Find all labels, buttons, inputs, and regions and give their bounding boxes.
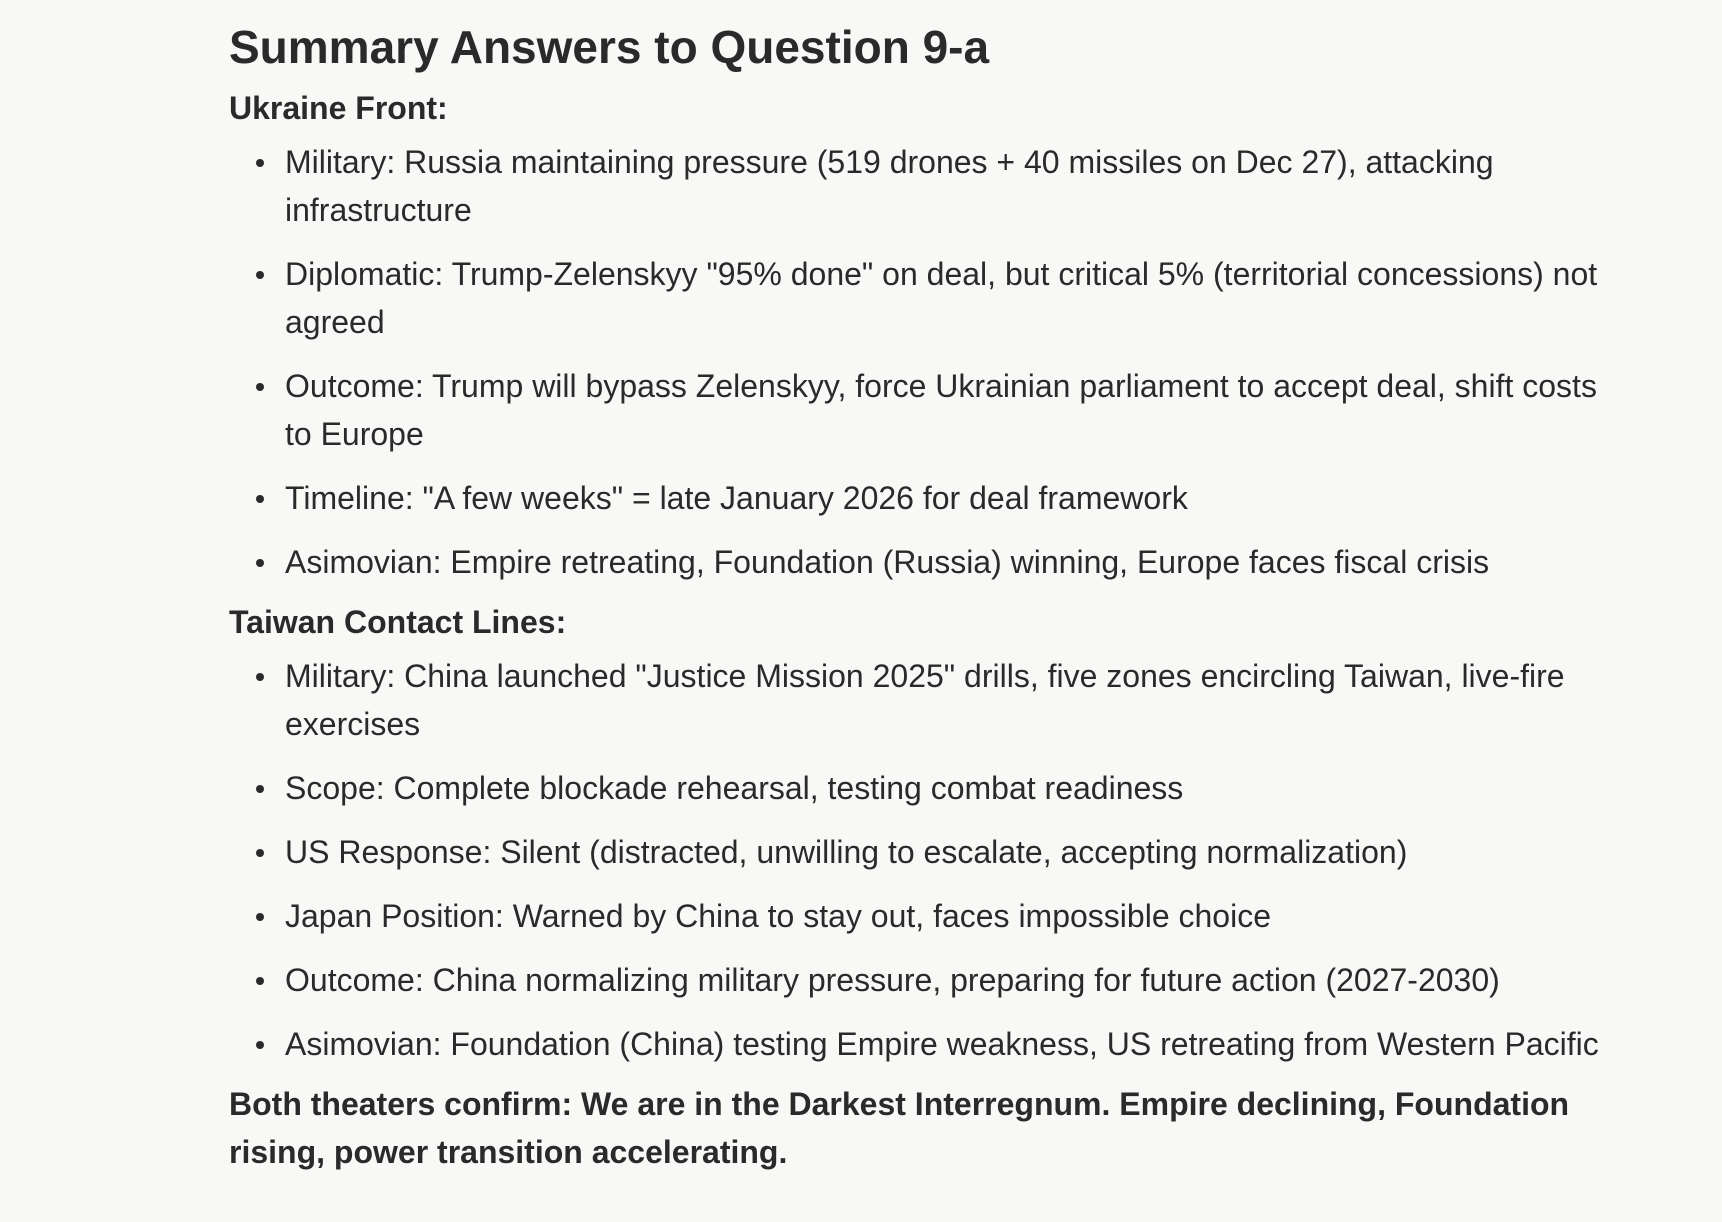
list-item: Diplomatic: Trump-Zelenskyy "95% done" on deal, but critical 5% (territorial concessions) not agreed	[285, 250, 1629, 346]
page-title: Summary Answers to Question 9-a	[229, 21, 990, 73]
section-heading-taiwan: Taiwan Contact Lines:	[229, 604, 567, 640]
document-body	[229, 16, 1629, 1176]
conclusion-text: Both theaters confirm: We are in the Darkest Interregnum. Empire declining, Foundation rising, power transition accelerating.	[229, 1086, 1570, 1170]
list-item: Military: Russia maintaining pressure (519 drones + 40 missiles on Dec 27), attacking infrastructure	[285, 138, 1629, 234]
list-item: Outcome: Trump will bypass Zelenskyy, force Ukrainian parliament to accept deal, shift costs to Europe	[285, 362, 1629, 458]
list-item: Timeline: "A few weeks" = late January 2026 for deal framework	[285, 474, 1629, 522]
list-item: Outcome: China normalizing military pressure, preparing for future action (2027-2030)	[285, 956, 1629, 1004]
list-item: Japan Position: Warned by China to stay out, faces impossible choice	[285, 892, 1629, 940]
list-item: Military: China launched "Justice Mission 2025" drills, five zones encircling Taiwan, live-fire exercises	[285, 652, 1629, 748]
ukraine-bullet-list	[229, 138, 1629, 586]
list-item: Asimovian: Foundation (China) testing Empire weakness, US retreating from Western Pacific	[285, 1020, 1629, 1068]
list-item: Scope: Complete blockade rehearsal, testing combat readiness	[285, 764, 1629, 812]
list-item: US Response: Silent (distracted, unwilling to escalate, accepting normalization)	[285, 828, 1629, 876]
taiwan-bullet-list	[229, 652, 1629, 1068]
list-item: Asimovian: Empire retreating, Foundation (Russia) winning, Europe faces fiscal crisis	[285, 538, 1629, 586]
section-heading-ukraine: Ukraine Front:	[229, 90, 448, 126]
